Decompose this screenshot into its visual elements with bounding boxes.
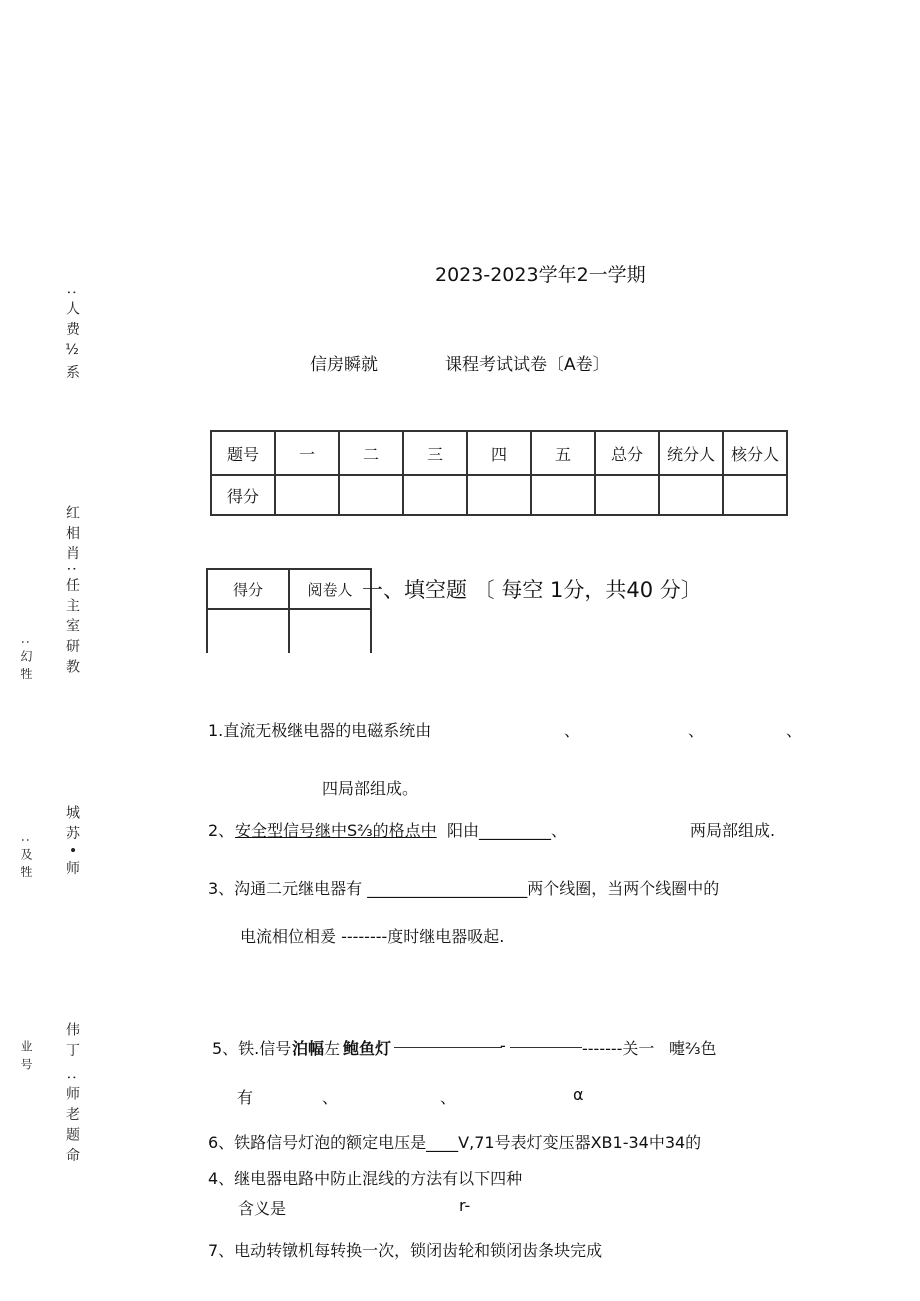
score-header-cell: 五	[531, 431, 595, 475]
score-cell[interactable]	[723, 475, 787, 515]
question-5-text: 嚏⅔色	[669, 1039, 717, 1058]
grader-score-cell[interactable]	[207, 609, 289, 653]
score-cell[interactable]	[595, 475, 659, 515]
question-3-text: 3、沟通二元继电器有 ____________________两个线圈，当两个线圈中的	[208, 879, 720, 898]
side-note-2: 红 相 肖 : 任 主 室 研 教	[64, 505, 80, 675]
question-2-tail: 两局部组成.	[690, 821, 776, 840]
grader-score-label: 得分	[207, 569, 289, 609]
score-cell[interactable]	[531, 475, 595, 515]
question-5-dash: -	[500, 1036, 506, 1055]
question-1-text: 1.直流无极继电器的电磁系统由	[208, 721, 432, 740]
score-cell[interactable]	[467, 475, 531, 515]
question-4-mark: r-	[459, 1196, 471, 1215]
score-cell[interactable]	[403, 475, 467, 515]
side-note-7: : 师 老 题 命	[64, 1075, 80, 1163]
question-1-tail: 四局部组成。	[322, 779, 419, 798]
question-5-sep: 、	[440, 1088, 457, 1107]
score-cell[interactable]	[659, 475, 723, 515]
question-5-sep: 、	[322, 1088, 339, 1107]
question-5-alpha: α	[573, 1085, 584, 1104]
score-header-cell: 题号	[211, 431, 275, 475]
side-note-5: : 及 牲	[19, 838, 33, 879]
question-2-number: 2、	[208, 821, 235, 840]
question-5-text: 5、铁.信号	[212, 1039, 292, 1058]
score-value-row	[211, 475, 787, 515]
score-header-cell: 一	[275, 431, 339, 475]
score-header-cell: 总分	[595, 431, 659, 475]
question-6-cut: 6、铁路信号灯泡的额定电压是____V,71号表灯变压器XB1-34中34的	[208, 1133, 702, 1152]
question-5-text: -------关一	[582, 1039, 655, 1058]
score-header-cell: 三	[403, 431, 467, 475]
question-5-line2: 有	[237, 1088, 254, 1107]
score-cell[interactable]	[339, 475, 403, 515]
question-3-tail: 电流相位相爰 --------度时继电器吸起.	[240, 927, 505, 946]
question-5-blank-line	[394, 1047, 502, 1048]
question-1-sep: 、	[786, 721, 803, 740]
score-table	[210, 430, 788, 516]
score-header-cell: 核分人	[723, 431, 787, 475]
score-header-cell: 统分人	[659, 431, 723, 475]
side-note-1: : 人 费 ½ 系	[64, 290, 80, 380]
term-title: 2023-2023学年2一学期	[435, 264, 646, 286]
score-header-row	[211, 431, 787, 475]
question-2-text: 安全型信号继中S⅔的格点中	[235, 821, 437, 840]
question-2-blank: 阳由_________、	[447, 821, 568, 840]
score-cell[interactable]	[275, 475, 339, 515]
question-5-bold: 鲍鱼灯	[343, 1039, 392, 1058]
side-note-3: : 幻 牲	[19, 640, 33, 681]
side-note-8: 业 号	[19, 1040, 33, 1071]
question-1-sep: 、	[688, 721, 705, 740]
grader-table	[206, 568, 372, 653]
section-title: 一、填空题 〔 每空 1分，共40 分〕	[362, 578, 702, 602]
question-1-sep: 、	[564, 721, 581, 740]
grader-name-label: 阅卷人	[289, 569, 371, 609]
score-row-label: 得分	[211, 475, 275, 515]
exam-title: 课程考试试卷〔A卷〕	[445, 355, 610, 375]
question-4-text: 4、继电器电路中防止混线的方法有以下四种	[208, 1169, 523, 1188]
question-7-text: 7、电动转镦机每转换一次，锁闭齿轮和锁闭齿条块完成	[208, 1241, 603, 1260]
side-note-4: 城 苏 • 师	[64, 805, 80, 876]
score-header-cell: 二	[339, 431, 403, 475]
grader-name-cell[interactable]	[289, 609, 371, 653]
question-5-bold: 泊幅	[292, 1039, 325, 1058]
score-header-cell: 四	[467, 431, 531, 475]
question-5-text: 左	[324, 1039, 341, 1058]
question-5-blank-line	[510, 1047, 582, 1048]
side-note-6: 伟 丁	[64, 1022, 80, 1058]
course-name: 信房瞬就	[310, 355, 378, 375]
question-4-line2: 含义是	[238, 1199, 287, 1218]
